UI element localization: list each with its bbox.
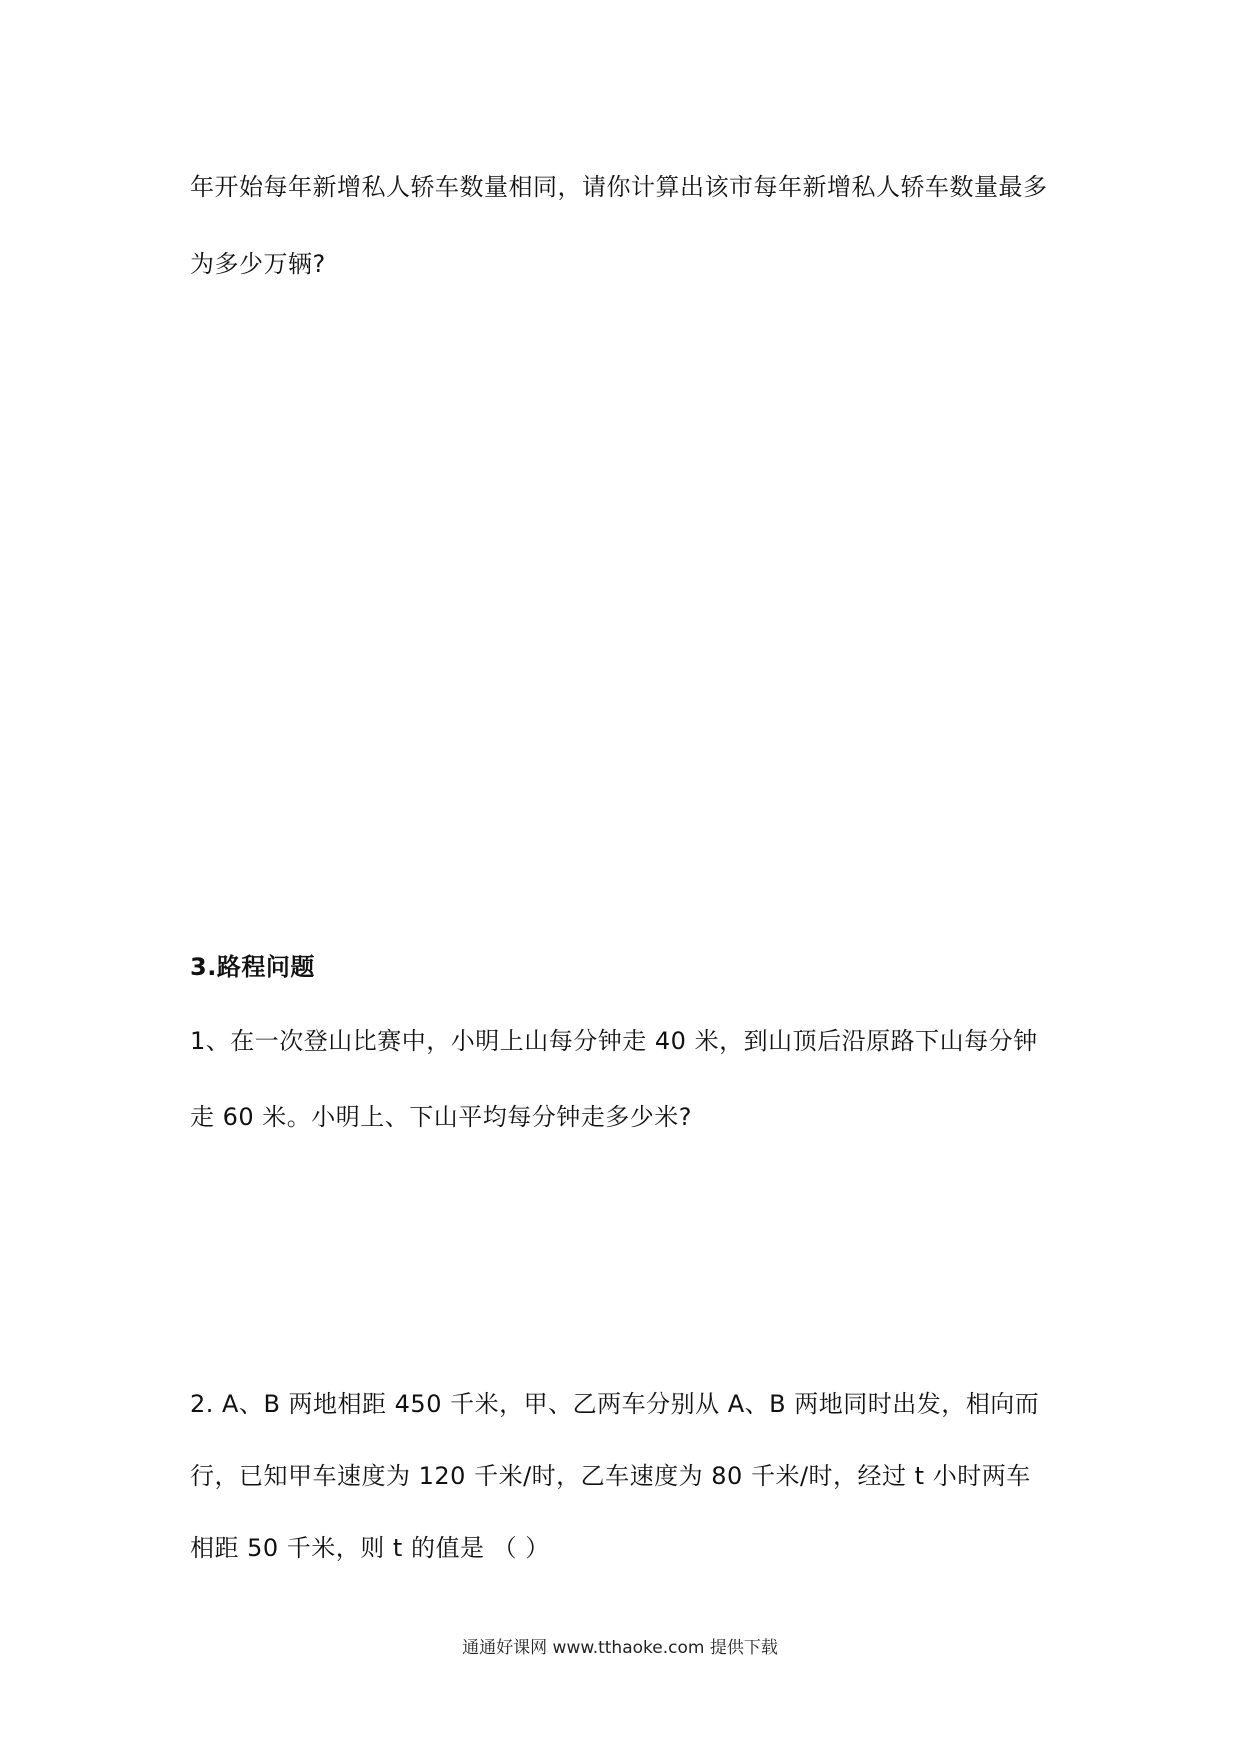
question-1-line-1: 1、在一次登山比赛中，小明上山每分钟走 40 米，到山顶后沿原路下山每分钟: [190, 1027, 1038, 1055]
question-2-line-2: 行，已知甲车速度为 120 千米/时，乙车速度为 80 千米/时，经过 t 小时两车: [190, 1462, 1031, 1490]
question-1-line-2: 走 60 米。小明上、下山平均每分钟走多少米?: [190, 1103, 693, 1131]
continuation-line-1: 年开始每年新增私人轿车数量相同，请你计算出该市每年新增私人轿车数量最多: [190, 173, 1048, 201]
section-heading: 3.路程问题: [190, 953, 315, 981]
question-2-line-1: 2. A、B 两地相距 450 千米，甲、乙两车分别从 A、B 两地同时出发，相向而: [190, 1390, 1040, 1418]
question-2-line-3: 相距 50 千米，则 t 的值是 （ ）: [190, 1534, 550, 1562]
continuation-line-2: 为多少万辆?: [190, 250, 326, 278]
page-footer: 通通好课网 www.tthaoke.com 提供下载: [462, 1638, 778, 1658]
